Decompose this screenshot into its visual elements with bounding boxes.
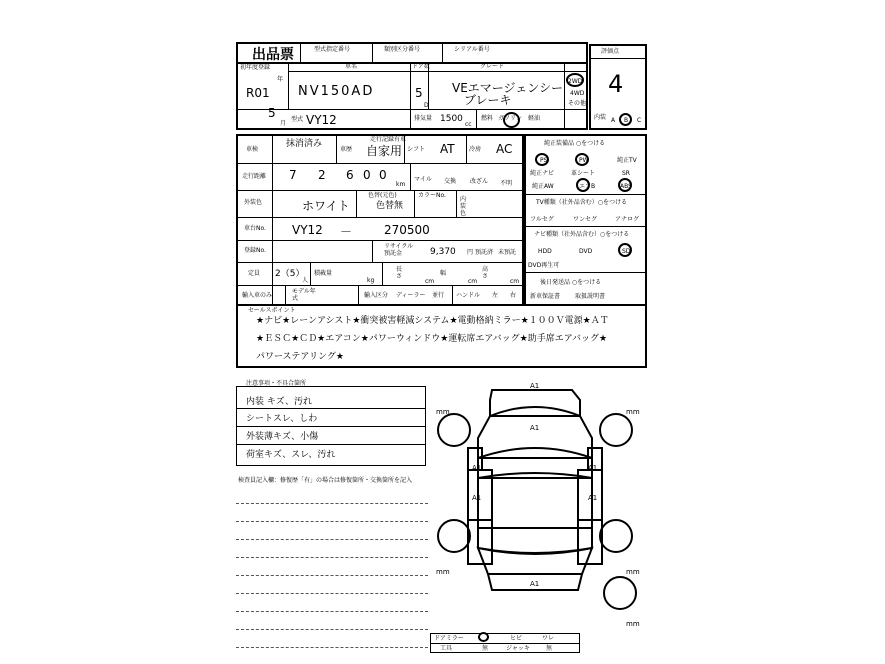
- svg-text:mm: mm: [626, 408, 640, 416]
- navi-sd: SD: [622, 248, 631, 255]
- exterior-color: ホワイト: [302, 199, 350, 213]
- interior-circle: [619, 113, 632, 126]
- navi-title: ナビ種類（社外品含む）○をつける: [534, 231, 630, 238]
- equip-circle: [618, 178, 632, 192]
- rear-door-left: [468, 520, 492, 564]
- shift: AT: [440, 142, 455, 156]
- damage-mark: A1: [588, 464, 598, 472]
- sales-point-line3: パワーステアリング★: [256, 352, 344, 362]
- score-label: 評価点: [601, 48, 620, 55]
- fuel-gasoline: ガソリン: [498, 115, 523, 122]
- notes-title: 注意事項・不具合箇所: [246, 380, 307, 387]
- jack-label: ジャッキ: [506, 645, 530, 652]
- interior-color-label: 内装色: [460, 196, 467, 217]
- km-digit: 7: [289, 168, 297, 182]
- equip-leather: 革シート: [571, 170, 596, 177]
- form-title: 出品票: [252, 47, 294, 63]
- handle-label: ハンドル: [456, 292, 481, 299]
- disp-label: 排気量: [414, 115, 433, 122]
- equip-abs: ABS: [620, 183, 632, 190]
- grade-line1: VEエマージェンシー: [452, 81, 564, 95]
- windshield: [478, 448, 592, 478]
- wheel-front-right: [600, 414, 632, 446]
- sales-points-label: セールスポイント: [248, 307, 296, 314]
- meter-unknown: 不明: [500, 180, 513, 187]
- model-label: 型式: [291, 116, 304, 123]
- navi-hdd: HDD: [538, 248, 552, 255]
- hood: [478, 407, 592, 458]
- reg-label: 登録No.: [244, 247, 266, 254]
- model-year-label: モデル年式: [292, 288, 316, 302]
- sales-point-line2: ★ＥＳＣ★ＣＤ★エアコン★パワーウィンドウ★運転席エアバッグ★助手席エアバッグ★: [256, 334, 608, 344]
- km-digit: 2: [318, 168, 326, 182]
- recorder: 走行記録有車: [370, 136, 407, 143]
- chassis-number: 270500: [384, 223, 430, 237]
- navi-circle: [618, 243, 632, 257]
- recycle-paid: 預託済: [475, 249, 494, 256]
- damage-mark: A1: [530, 424, 540, 432]
- note-item: 内装 キズ、汚れ: [246, 397, 312, 407]
- height-unit: cm: [510, 278, 520, 285]
- equip-tv: 純正TV: [617, 157, 637, 164]
- reg-month: 5: [268, 106, 276, 120]
- interior-label: 内装: [594, 114, 607, 121]
- drive-selected-circle: [566, 73, 584, 87]
- equip-sr: SR: [622, 170, 630, 177]
- owner-type: 自家用: [366, 144, 403, 158]
- year-unit: 年: [277, 76, 284, 83]
- damage-mark: A1: [530, 382, 540, 390]
- km-digit: 0: [379, 168, 387, 182]
- meter-exchange: 交換: [444, 178, 457, 185]
- height-label: 高さ: [482, 266, 489, 280]
- navi-dvd: DVD: [579, 248, 593, 255]
- type-no-label: 型式指定番号: [314, 46, 351, 53]
- grade-label: グレード: [480, 63, 505, 70]
- jack-value: 無: [546, 645, 553, 652]
- sales-point-line1: ★ナビ★レーンアシスト★衝突被害軽減システム★電動格納ミラー★１００Ｖ電源★ＡＴ: [256, 316, 609, 326]
- equip-ps: PS: [540, 157, 548, 164]
- tools-value: 無: [482, 645, 489, 652]
- cc-unit: cc: [465, 121, 472, 128]
- svg-text:mm: mm: [626, 568, 640, 576]
- rear-door-right: [578, 520, 602, 564]
- length-unit: cm: [425, 278, 435, 285]
- rear-window: [478, 528, 592, 553]
- wheel-rear-left: [438, 520, 470, 552]
- owner-label: 車歴: [340, 146, 353, 153]
- drive-2wd: 2WD: [568, 78, 583, 85]
- equip-navi: 純正ナビ: [530, 170, 555, 177]
- inspector-title: 検査員記入欄：修復歴「有」の場合は修復箇所・交換箇所を記入: [238, 477, 413, 484]
- class-no-label: 類別区分番号: [384, 46, 421, 53]
- handle-right: 右: [510, 292, 517, 299]
- handle-left: 左: [492, 292, 499, 299]
- drive-other: その他: [568, 100, 587, 107]
- ac: AC: [496, 142, 513, 156]
- length-label: 長さ: [396, 266, 403, 280]
- model: VY12: [306, 113, 337, 127]
- details-box: [236, 134, 524, 306]
- capacity-unit: 人: [302, 277, 309, 284]
- inspection-label: 車検: [246, 146, 259, 153]
- car-name: NV150AD: [298, 84, 375, 99]
- doc-title: 後日発送品 ○をつける: [540, 279, 602, 286]
- damage-mark: A1: [472, 464, 482, 472]
- recycle-label: リサイクル預託金: [384, 243, 414, 257]
- load-unit: kg: [367, 277, 375, 284]
- fuel-circle: [503, 112, 520, 128]
- rear-hatch: [478, 548, 592, 574]
- equip-pw: PW: [579, 157, 589, 164]
- fuel-diesel: 軽油: [528, 115, 541, 122]
- equip-circle: [575, 153, 589, 166]
- mirror-circle: [478, 632, 489, 642]
- month-unit: 月: [280, 120, 287, 127]
- doors: 5: [415, 86, 423, 100]
- color-change-label: 色替(元色): [368, 192, 397, 199]
- color-change: 色替無: [376, 201, 404, 211]
- drive-4wd: 4WD: [570, 90, 585, 97]
- km-label: 走行距離: [242, 173, 267, 180]
- interior-b: B: [624, 117, 629, 124]
- wheel-front-left: [438, 414, 470, 446]
- doc-manual: 取扱説明書: [575, 293, 606, 300]
- door-unit: D: [424, 102, 429, 109]
- score-value: 4: [608, 70, 624, 98]
- import-label: 輸入車のみ: [242, 292, 273, 299]
- svg-text:mm: mm: [436, 408, 450, 416]
- chassis-model: VY12: [292, 223, 323, 237]
- roof: [478, 478, 592, 528]
- width-label: 幅: [440, 270, 447, 277]
- damage-mark: A1: [530, 580, 540, 588]
- recycle-unpaid: 未預託: [498, 249, 517, 256]
- import-type-label: 輸入区分: [364, 292, 389, 299]
- km-digit: 6: [346, 168, 354, 182]
- wheel-rear-right: [600, 520, 632, 552]
- car-name-label: 車名: [345, 63, 358, 70]
- break-label: ワレ: [542, 635, 555, 642]
- svg-text:mm: mm: [436, 568, 450, 576]
- note-item: 外装薄キズ、小傷: [246, 432, 319, 442]
- shift-label: シフト: [407, 146, 426, 153]
- tv-analog: アナログ: [615, 216, 640, 223]
- capacity-label: 定員: [248, 270, 261, 277]
- recycle-fee: 9,370: [430, 247, 456, 257]
- equip-airbag: エアB: [579, 183, 596, 190]
- doc-warranty: 新車保証書: [530, 293, 561, 300]
- chassis-label: 車台No.: [244, 225, 266, 232]
- serial-no-label: シリアル番号: [454, 46, 490, 53]
- fuel-label: 燃料: [481, 115, 494, 122]
- equip-circle: [535, 153, 549, 166]
- crack-label: ヒビ: [510, 635, 523, 642]
- svg-text:mm: mm: [626, 620, 640, 628]
- tv-oneseg: ワンセグ: [573, 216, 598, 223]
- equip-title: 純正装備品 ○をつける: [544, 140, 606, 147]
- car-damage-diagram: [430, 378, 650, 628]
- recycle-unit: 円: [467, 249, 474, 256]
- meter-tamper: 改ざん: [470, 178, 489, 185]
- reg-year: R01: [246, 86, 270, 100]
- km-digit: 0: [363, 168, 371, 182]
- spare-wheel: [604, 577, 636, 609]
- tools-label: 工具: [440, 645, 453, 652]
- chassis-dash: －: [340, 225, 353, 239]
- inspection: 抹消済み: [286, 139, 323, 149]
- equip-aw: 純正AW: [532, 183, 554, 190]
- displacement: 1500: [440, 114, 463, 124]
- damage-mark: A1: [472, 494, 482, 502]
- load-label: 積載量: [314, 270, 333, 277]
- tv-title: TV種類（社外品含む）○をつける: [536, 199, 628, 206]
- import-parallel: 並行: [432, 292, 445, 299]
- tv-fullseg: フルセグ: [530, 216, 554, 223]
- width-unit: cm: [468, 278, 478, 285]
- capacity: 2（5）: [275, 269, 305, 279]
- doors-label: ドア数: [412, 63, 430, 70]
- color-no-label: カラーNo.: [418, 192, 446, 199]
- interior-c: C: [637, 117, 642, 124]
- note-item: 荷室キズ、スレ、汚れ: [246, 450, 336, 460]
- dvd-playback: DVD再生可: [528, 262, 560, 269]
- note-item: シートスレ、しわ: [246, 414, 318, 424]
- km-unit: km: [396, 181, 406, 188]
- import-dealer: ディーラー: [396, 292, 426, 299]
- first-reg-label: 初年度登録: [240, 64, 271, 71]
- interior-a: A: [611, 117, 616, 124]
- mile-label: マイル: [414, 176, 432, 183]
- equip-circle: [576, 178, 590, 192]
- ac-label: 冷房: [469, 146, 482, 153]
- exterior-label: 外装色: [244, 199, 263, 206]
- door-mirror-label: ドアミラー: [434, 635, 464, 642]
- damage-mark: A1: [588, 494, 598, 502]
- grade-line2: ブレーキ: [464, 93, 512, 107]
